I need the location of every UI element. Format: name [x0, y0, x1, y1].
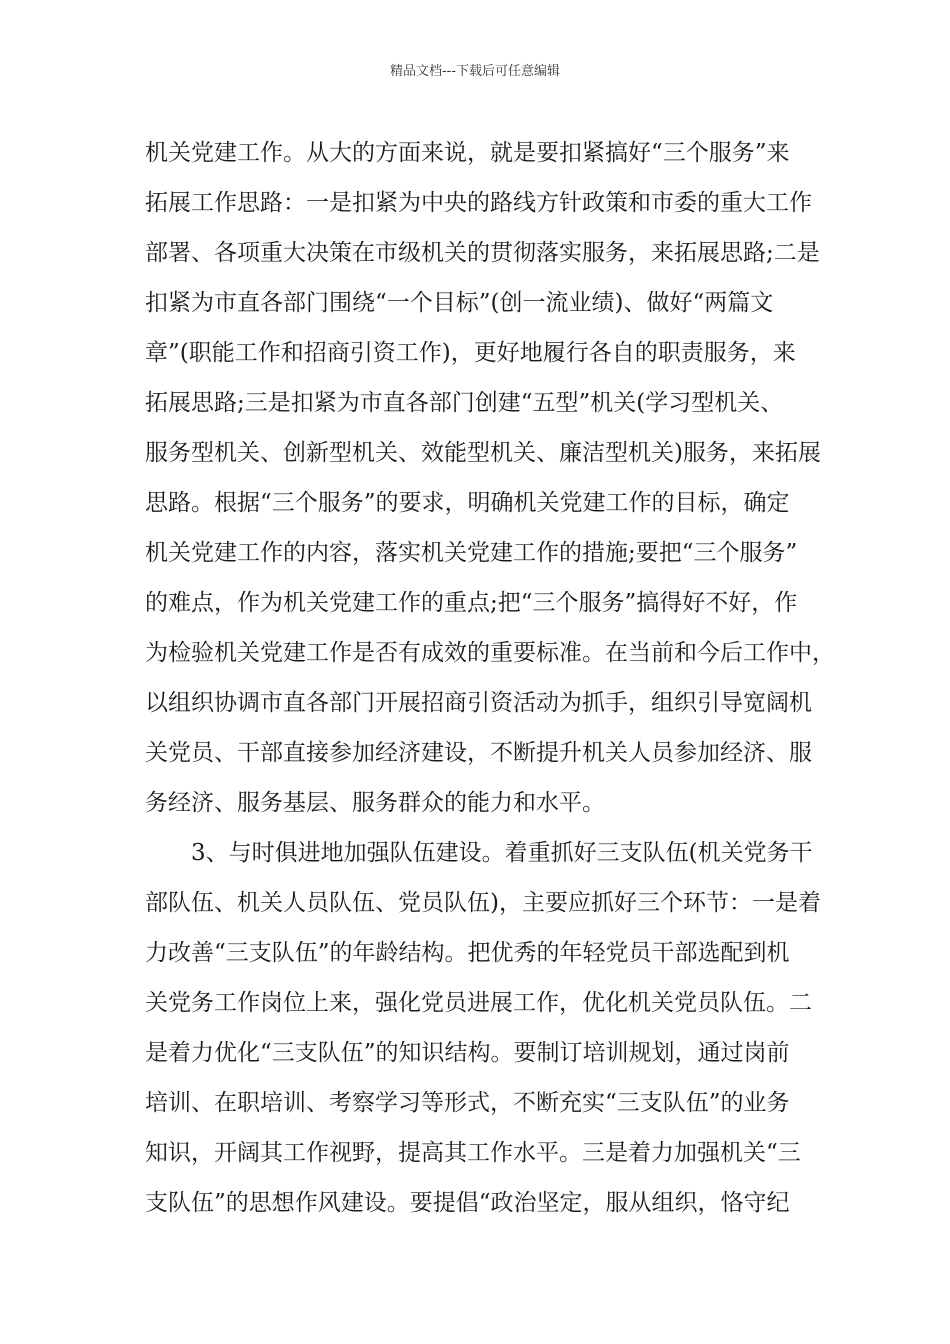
text-line: 机关党建工作。从大的方面来说，就是要扣紧搞好“三个服务”来 [145, 140, 790, 166]
text-line: 务经济、服务基层、服务群众的能力和水平。 [145, 790, 605, 816]
document-body [145, 128, 835, 1228]
paragraph-1 [145, 128, 835, 828]
text-line: 拓展工作思路：一是扣紧为中央的路线方针政策和市委的重大工作 [145, 190, 812, 216]
text-line: 部署、各项重大决策在市级机关的贯彻落实服务，来拓展思路;二是 [145, 240, 820, 266]
paragraph-2 [145, 828, 825, 1228]
text-line: 思路。根据“三个服务”的要求，明确机关党建工作的目标，确定 [145, 490, 790, 516]
page-header: 精品文档---下载后可任意编辑 [389, 64, 561, 79]
text-line: 服务型机关、创新型机关、效能型机关、廉洁型机关)服务，来拓展 [145, 440, 821, 466]
text-line: 以组织协调市直各部门开展招商引资活动为抓手，组织引导宽阔机 [145, 690, 812, 716]
text-line: 力改善“三支队伍”的年龄结构。把优秀的年轻党员干部选配到机 [145, 940, 790, 966]
text-line: 扣紧为市直各部门围绕“一个目标”(创一流业绩)、做好“两篇文 [145, 290, 774, 316]
text-line: 是着力优化“三支队伍”的知识结构。要制订培训规划，通过岗前 [145, 1040, 790, 1066]
text-line: 关党务工作岗位上来，强化党员进展工作，优化机关党员队伍。二 [145, 990, 812, 1016]
text-line: 为检验机关党建工作是否有成效的重要标准。在当前和今后工作中， [145, 640, 835, 666]
text-line: 部队伍、机关人员队伍、党员队伍)，主要应抓好三个环节：一是着 [145, 890, 821, 916]
text-line: 章”(职能工作和招商引资工作)，更好地履行各自的职责服务，来 [145, 340, 796, 366]
text-line: 关党员、干部直接参加经济建设，不断提升机关人员参加经济、服 [145, 740, 812, 766]
text-line: 支队伍”的思想作风建设。要提倡“政治坚定，服从组织，恪守纪 [145, 1190, 790, 1216]
text-line: 的难点，作为机关党建工作的重点;把“三个服务”搞得好不好，作 [145, 590, 798, 616]
text-line: 3、与时俱进地加强队伍建设。着重抓好三支队伍(机关党务干 [191, 840, 813, 866]
text-line: 知识，开阔其工作视野，提高其工作水平。三是着力加强机关“三 [145, 1140, 801, 1166]
text-line: 机关党建工作的内容，落实机关党建工作的措施;要把“三个服务” [145, 540, 798, 566]
text-line: 培训、在职培训、考察学习等形式，不断充实“三支队伍”的业务 [145, 1090, 790, 1116]
text-line: 拓展思路;三是扣紧为市直各部门创建“五型”机关(学习型机关、 [145, 390, 784, 416]
